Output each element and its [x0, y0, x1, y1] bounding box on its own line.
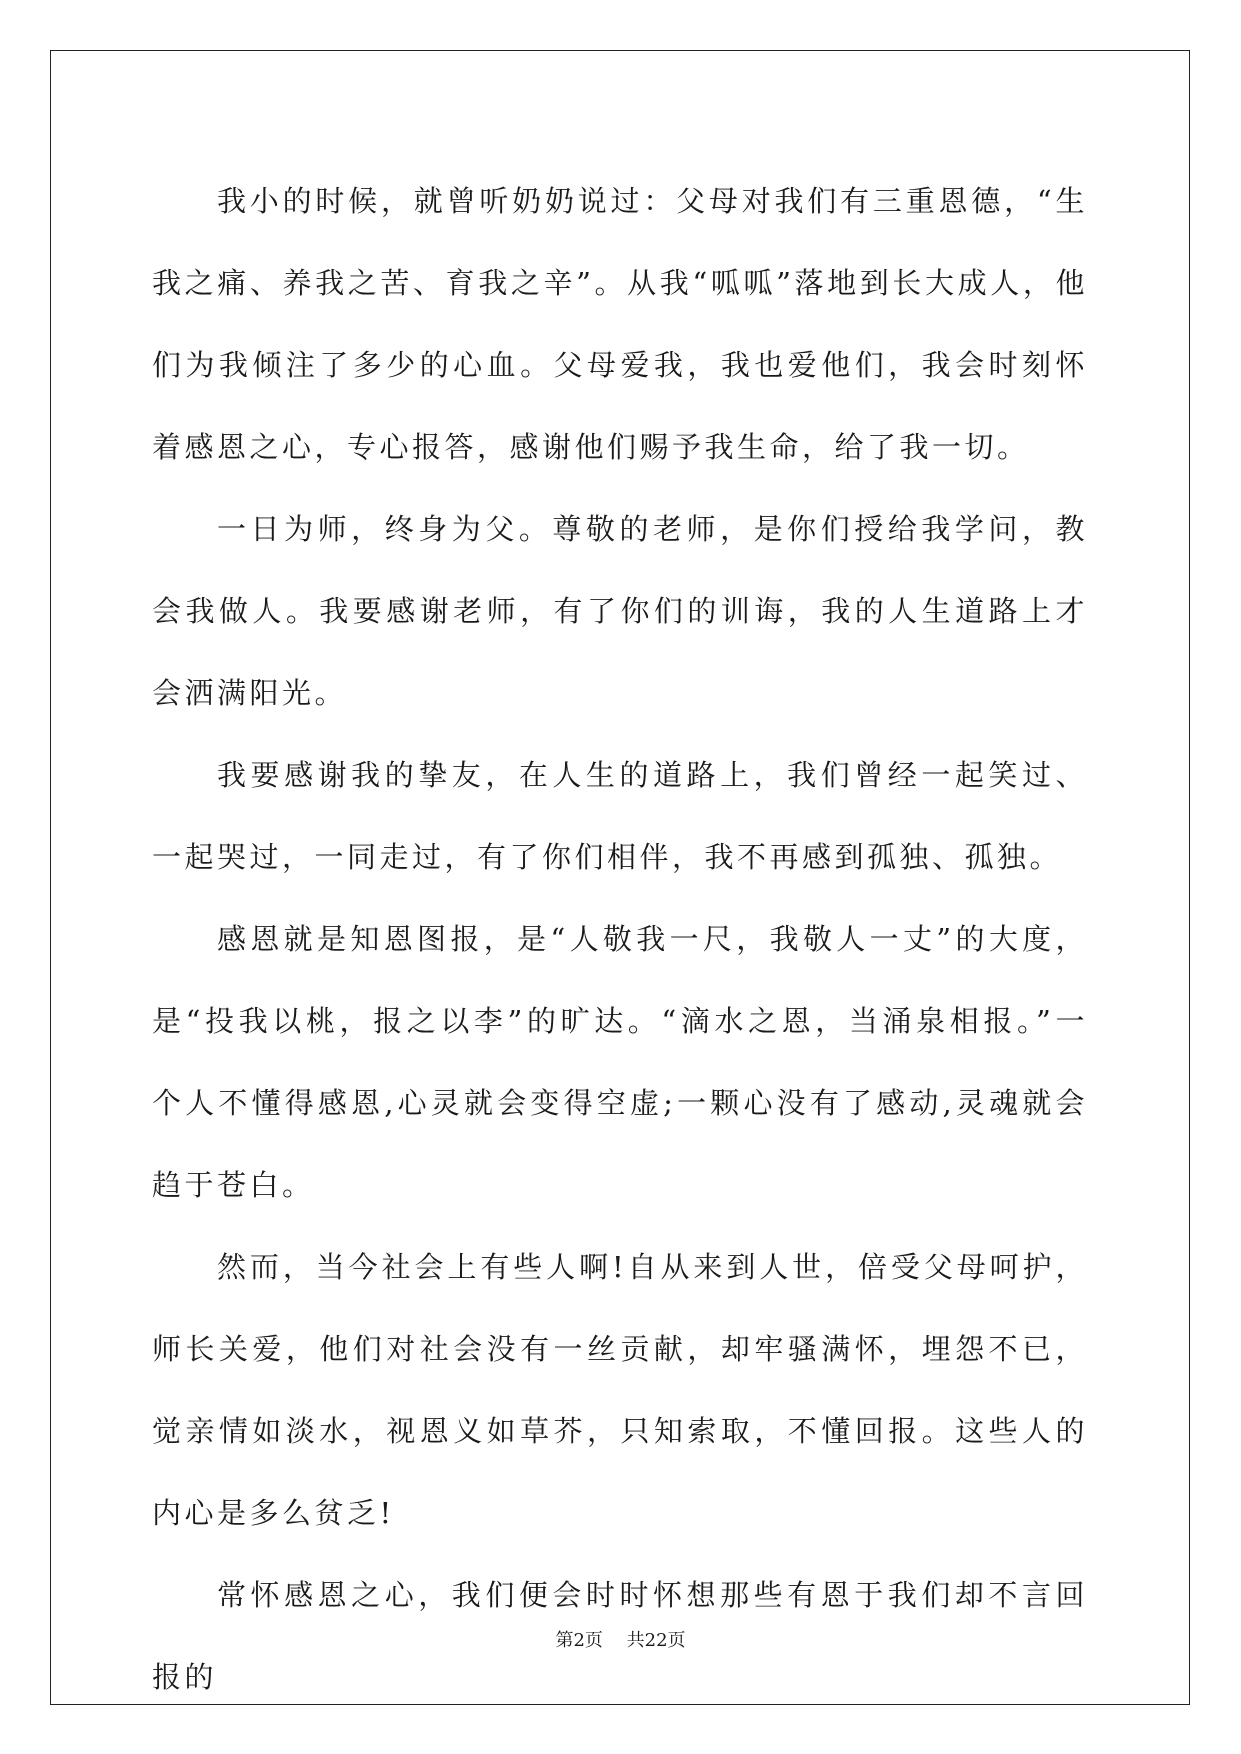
- paragraph-society: 然而，当今社会上有些人啊!自从来到人世，倍受父母呵护，师长关爱，他们对社会没有一丝贡献，却牢骚满怀，埋怨不已，觉亲情如淡水，视恩义如草芥，只知索取，不懂回报。这些人的内心是多么贫乏!: [152, 1250, 1088, 1530]
- paragraph-teachers: 一日为师，终身为父。尊敬的老师，是你们授给我学问，教会我做人。我要感谢老师，有了你们的训诲，我的人生道路上才会洒满阳光。: [152, 512, 1088, 710]
- paragraph-friends: 我要感谢我的挚友，在人生的道路上，我们曾经一起笑过、一起哭过，一同走过，有了你们相伴，我不再感到孤独、孤独。: [152, 758, 1088, 874]
- page-total: 共22页: [626, 1630, 686, 1651]
- paragraph-gratitude: 感恩就是知恩图报，是“人敬我一尺，我敬人一丈”的大度，是“投我以桃，报之以李”的旷达。“滴水之恩，当涌泉相报。”一个人不懂得感恩,心灵就会变得空虚;一颗心没有了感动,灵魂就会趋于苍白。: [152, 922, 1088, 1202]
- paragraph-closing: 常怀感恩之心，我们便会时时怀想那些有恩于我们却不言回报的: [152, 1578, 1088, 1694]
- paragraph-parents: 我小的时候，就曾听奶奶说过：父母对我们有三重恩德，“生我之痛、养我之苦、育我之辛”。从我“呱呱”落地到长大成人，他们为我倾注了多少的心血。父母爱我，我也爱他们，我会时刻怀着感恩之心，专心报答，感谢他们赐予我生命，给了我一切。: [152, 184, 1088, 464]
- document-body: [152, 160, 1088, 1718]
- page-footer: [0, 1626, 1241, 1652]
- page-number: 第2页: [555, 1630, 603, 1651]
